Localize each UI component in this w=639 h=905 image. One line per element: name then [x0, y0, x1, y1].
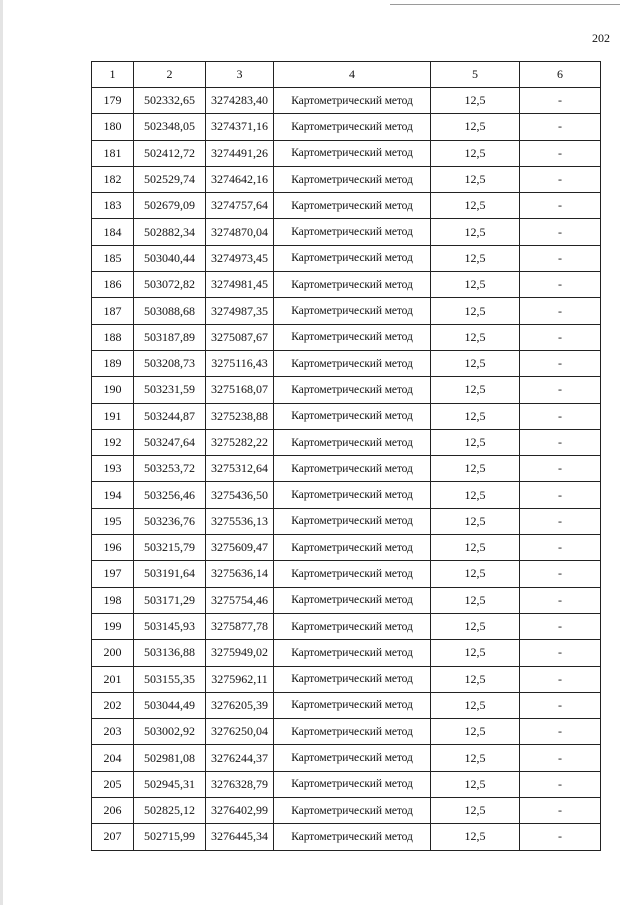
- accuracy-cell: 12,5: [431, 245, 520, 271]
- table-row: [92, 88, 601, 114]
- point-number-cell: 188: [92, 324, 134, 350]
- x-coordinate-cell: 503145,93: [134, 613, 206, 639]
- point-number-cell: 190: [92, 377, 134, 403]
- x-coordinate-cell: 502348,05: [134, 114, 206, 140]
- method-cell: Картометрический метод: [274, 640, 431, 666]
- method-cell: Картометрический метод: [274, 272, 431, 298]
- table-row: [92, 114, 601, 140]
- y-coordinate-cell: 3276205,39: [206, 692, 274, 718]
- point-number-cell: 204: [92, 745, 134, 771]
- x-coordinate-cell: 502412,72: [134, 140, 206, 166]
- point-number-cell: 207: [92, 824, 134, 850]
- table-row: [92, 613, 601, 639]
- table-row: [92, 324, 601, 350]
- accuracy-cell: 12,5: [431, 140, 520, 166]
- point-number-cell: 184: [92, 219, 134, 245]
- note-cell: -: [520, 798, 601, 824]
- coordinates-table: [91, 61, 601, 851]
- method-cell: Картометрический метод: [274, 350, 431, 376]
- y-coordinate-cell: 3275949,02: [206, 640, 274, 666]
- method-cell: Картометрический метод: [274, 88, 431, 114]
- table-row: [92, 377, 601, 403]
- method-cell: Картометрический метод: [274, 587, 431, 613]
- accuracy-cell: 12,5: [431, 350, 520, 376]
- accuracy-cell: 12,5: [431, 298, 520, 324]
- note-cell: -: [520, 377, 601, 403]
- table-row: [92, 245, 601, 271]
- method-cell: Картометрический метод: [274, 771, 431, 797]
- table-row: [92, 193, 601, 219]
- x-coordinate-cell: 502715,99: [134, 824, 206, 850]
- x-coordinate-cell: 502825,12: [134, 798, 206, 824]
- method-cell: Картометрический метод: [274, 508, 431, 534]
- method-cell: Картометрический метод: [274, 298, 431, 324]
- method-cell: Картометрический метод: [274, 745, 431, 771]
- y-coordinate-cell: 3276402,99: [206, 798, 274, 824]
- header-cell-3: 3: [206, 62, 274, 88]
- note-cell: -: [520, 166, 601, 192]
- accuracy-cell: 12,5: [431, 771, 520, 797]
- table-row: [92, 771, 601, 797]
- point-number-cell: 205: [92, 771, 134, 797]
- y-coordinate-cell: 3275962,11: [206, 666, 274, 692]
- point-number-cell: 187: [92, 298, 134, 324]
- point-number-cell: 206: [92, 798, 134, 824]
- method-cell: Картометрический метод: [274, 535, 431, 561]
- table-row: [92, 272, 601, 298]
- point-number-cell: 196: [92, 535, 134, 561]
- method-cell: Картометрический метод: [274, 561, 431, 587]
- note-cell: -: [520, 403, 601, 429]
- method-cell: Картометрический метод: [274, 798, 431, 824]
- header-cell-1: 1: [92, 62, 134, 88]
- accuracy-cell: 12,5: [431, 640, 520, 666]
- method-cell: Картометрический метод: [274, 377, 431, 403]
- y-coordinate-cell: 3274283,40: [206, 88, 274, 114]
- table-row: [92, 798, 601, 824]
- method-cell: Картометрический метод: [274, 193, 431, 219]
- accuracy-cell: 12,5: [431, 114, 520, 140]
- x-coordinate-cell: 503244,87: [134, 403, 206, 429]
- x-coordinate-cell: 502332,65: [134, 88, 206, 114]
- method-cell: Картометрический метод: [274, 692, 431, 718]
- point-number-cell: 186: [92, 272, 134, 298]
- accuracy-cell: 12,5: [431, 824, 520, 850]
- accuracy-cell: 12,5: [431, 719, 520, 745]
- x-coordinate-cell: 503088,68: [134, 298, 206, 324]
- x-coordinate-cell: 503231,59: [134, 377, 206, 403]
- method-cell: Картометрический метод: [274, 219, 431, 245]
- point-number-cell: 182: [92, 166, 134, 192]
- table-row: [92, 824, 601, 850]
- note-cell: -: [520, 587, 601, 613]
- accuracy-cell: 12,5: [431, 666, 520, 692]
- method-cell: Картометрический метод: [274, 114, 431, 140]
- y-coordinate-cell: 3275754,46: [206, 587, 274, 613]
- table-row: [92, 666, 601, 692]
- x-coordinate-cell: 503072,82: [134, 272, 206, 298]
- point-number-cell: 198: [92, 587, 134, 613]
- y-coordinate-cell: 3275282,22: [206, 429, 274, 455]
- point-number-cell: 191: [92, 403, 134, 429]
- y-coordinate-cell: 3275436,50: [206, 482, 274, 508]
- note-cell: -: [520, 824, 601, 850]
- x-coordinate-cell: 503208,73: [134, 350, 206, 376]
- x-coordinate-cell: 503136,88: [134, 640, 206, 666]
- note-cell: -: [520, 114, 601, 140]
- note-cell: -: [520, 508, 601, 534]
- x-coordinate-cell: 503040,44: [134, 245, 206, 271]
- y-coordinate-cell: 3274371,16: [206, 114, 274, 140]
- accuracy-cell: 12,5: [431, 403, 520, 429]
- table-row: [92, 429, 601, 455]
- note-cell: -: [520, 745, 601, 771]
- y-coordinate-cell: 3276244,37: [206, 745, 274, 771]
- x-coordinate-cell: 502529,74: [134, 166, 206, 192]
- point-number-cell: 193: [92, 456, 134, 482]
- point-number-cell: 185: [92, 245, 134, 271]
- table-row: [92, 482, 601, 508]
- header-cell-6: 6: [520, 62, 601, 88]
- point-number-cell: 194: [92, 482, 134, 508]
- note-cell: -: [520, 482, 601, 508]
- y-coordinate-cell: 3275636,14: [206, 561, 274, 587]
- point-number-cell: 183: [92, 193, 134, 219]
- table-row: [92, 456, 601, 482]
- point-number-cell: 189: [92, 350, 134, 376]
- y-coordinate-cell: 3275609,47: [206, 535, 274, 561]
- note-cell: -: [520, 666, 601, 692]
- table-header-row: [92, 62, 601, 88]
- note-cell: -: [520, 771, 601, 797]
- point-number-cell: 200: [92, 640, 134, 666]
- point-number-cell: 203: [92, 719, 134, 745]
- y-coordinate-cell: 3275877,78: [206, 613, 274, 639]
- point-number-cell: 199: [92, 613, 134, 639]
- accuracy-cell: 12,5: [431, 88, 520, 114]
- x-coordinate-cell: 503247,64: [134, 429, 206, 455]
- point-number-cell: 180: [92, 114, 134, 140]
- table-row: [92, 719, 601, 745]
- method-cell: Картометрический метод: [274, 166, 431, 192]
- scan-edge-shadow: [0, 0, 3, 905]
- accuracy-cell: 12,5: [431, 535, 520, 561]
- method-cell: Картометрический метод: [274, 456, 431, 482]
- accuracy-cell: 12,5: [431, 377, 520, 403]
- accuracy-cell: 12,5: [431, 692, 520, 718]
- y-coordinate-cell: 3274987,35: [206, 298, 274, 324]
- header-cell-2: 2: [134, 62, 206, 88]
- table-row: [92, 350, 601, 376]
- table-row: [92, 508, 601, 534]
- method-cell: Картометрический метод: [274, 824, 431, 850]
- y-coordinate-cell: 3275238,88: [206, 403, 274, 429]
- note-cell: -: [520, 561, 601, 587]
- note-cell: -: [520, 140, 601, 166]
- y-coordinate-cell: 3275312,64: [206, 456, 274, 482]
- note-cell: -: [520, 245, 601, 271]
- note-cell: -: [520, 719, 601, 745]
- y-coordinate-cell: 3275536,13: [206, 508, 274, 534]
- note-cell: -: [520, 535, 601, 561]
- table-body: [92, 62, 601, 851]
- x-coordinate-cell: 503256,46: [134, 482, 206, 508]
- point-number-cell: 179: [92, 88, 134, 114]
- table-row: [92, 298, 601, 324]
- table-row: [92, 535, 601, 561]
- table-row: [92, 219, 601, 245]
- method-cell: Картометрический метод: [274, 719, 431, 745]
- x-coordinate-cell: 503191,64: [134, 561, 206, 587]
- point-number-cell: 197: [92, 561, 134, 587]
- note-cell: -: [520, 692, 601, 718]
- x-coordinate-cell: 502679,09: [134, 193, 206, 219]
- method-cell: Картометрический метод: [274, 613, 431, 639]
- method-cell: Картометрический метод: [274, 324, 431, 350]
- note-cell: -: [520, 640, 601, 666]
- accuracy-cell: 12,5: [431, 456, 520, 482]
- point-number-cell: 201: [92, 666, 134, 692]
- accuracy-cell: 12,5: [431, 193, 520, 219]
- note-cell: -: [520, 88, 601, 114]
- x-coordinate-cell: 502981,08: [134, 745, 206, 771]
- header-cell-5: 5: [431, 62, 520, 88]
- y-coordinate-cell: 3274981,45: [206, 272, 274, 298]
- point-number-cell: 181: [92, 140, 134, 166]
- y-coordinate-cell: 3275116,43: [206, 350, 274, 376]
- accuracy-cell: 12,5: [431, 745, 520, 771]
- note-cell: -: [520, 613, 601, 639]
- x-coordinate-cell: 503215,79: [134, 535, 206, 561]
- note-cell: -: [520, 298, 601, 324]
- y-coordinate-cell: 3276250,04: [206, 719, 274, 745]
- y-coordinate-cell: 3274642,16: [206, 166, 274, 192]
- x-coordinate-cell: 502945,31: [134, 771, 206, 797]
- accuracy-cell: 12,5: [431, 508, 520, 534]
- x-coordinate-cell: 503155,35: [134, 666, 206, 692]
- x-coordinate-cell: 503253,72: [134, 456, 206, 482]
- accuracy-cell: 12,5: [431, 482, 520, 508]
- y-coordinate-cell: 3276328,79: [206, 771, 274, 797]
- method-cell: Картометрический метод: [274, 429, 431, 455]
- x-coordinate-cell: 503236,76: [134, 508, 206, 534]
- note-cell: -: [520, 272, 601, 298]
- point-number-cell: 192: [92, 429, 134, 455]
- top-rule-line: [390, 4, 620, 5]
- y-coordinate-cell: 3274757,64: [206, 193, 274, 219]
- accuracy-cell: 12,5: [431, 561, 520, 587]
- note-cell: -: [520, 193, 601, 219]
- accuracy-cell: 12,5: [431, 272, 520, 298]
- table-row: [92, 166, 601, 192]
- table-row: [92, 403, 601, 429]
- accuracy-cell: 12,5: [431, 798, 520, 824]
- note-cell: -: [520, 429, 601, 455]
- table-row: [92, 140, 601, 166]
- table-row: [92, 587, 601, 613]
- table-row: [92, 745, 601, 771]
- y-coordinate-cell: 3276445,34: [206, 824, 274, 850]
- x-coordinate-cell: 502882,34: [134, 219, 206, 245]
- note-cell: -: [520, 219, 601, 245]
- accuracy-cell: 12,5: [431, 219, 520, 245]
- method-cell: Картометрический метод: [274, 140, 431, 166]
- accuracy-cell: 12,5: [431, 324, 520, 350]
- table-row: [92, 692, 601, 718]
- method-cell: Картометрический метод: [274, 403, 431, 429]
- point-number-cell: 202: [92, 692, 134, 718]
- x-coordinate-cell: 503187,89: [134, 324, 206, 350]
- method-cell: Картометрический метод: [274, 482, 431, 508]
- page-number: 202: [592, 31, 610, 45]
- table-row: [92, 640, 601, 666]
- note-cell: -: [520, 350, 601, 376]
- method-cell: Картометрический метод: [274, 666, 431, 692]
- table-row: [92, 561, 601, 587]
- point-number-cell: 195: [92, 508, 134, 534]
- header-cell-4: 4: [274, 62, 431, 88]
- x-coordinate-cell: 503171,29: [134, 587, 206, 613]
- accuracy-cell: 12,5: [431, 429, 520, 455]
- x-coordinate-cell: 503044,49: [134, 692, 206, 718]
- y-coordinate-cell: 3274973,45: [206, 245, 274, 271]
- method-cell: Картометрический метод: [274, 245, 431, 271]
- y-coordinate-cell: 3274491,26: [206, 140, 274, 166]
- accuracy-cell: 12,5: [431, 587, 520, 613]
- note-cell: -: [520, 324, 601, 350]
- accuracy-cell: 12,5: [431, 613, 520, 639]
- y-coordinate-cell: 3275168,07: [206, 377, 274, 403]
- y-coordinate-cell: 3275087,67: [206, 324, 274, 350]
- y-coordinate-cell: 3274870,04: [206, 219, 274, 245]
- x-coordinate-cell: 503002,92: [134, 719, 206, 745]
- accuracy-cell: 12,5: [431, 166, 520, 192]
- note-cell: -: [520, 456, 601, 482]
